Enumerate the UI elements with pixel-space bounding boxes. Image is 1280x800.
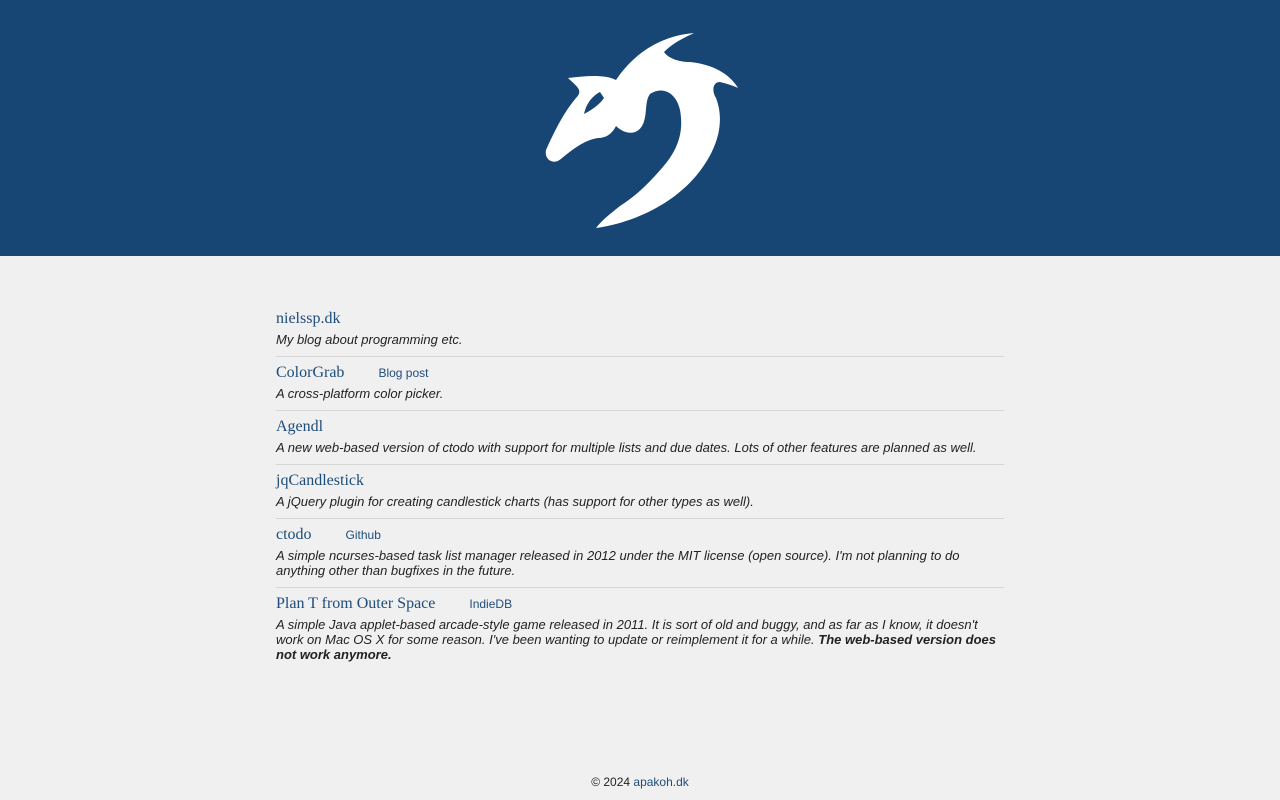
indiedb-link[interactable]: IndieDB (469, 597, 513, 611)
footer (0, 775, 1280, 789)
project-description (276, 617, 1004, 662)
project-item (276, 357, 1004, 411)
project-item (276, 519, 1004, 588)
github-link[interactable]: Github (345, 528, 381, 542)
project-item (276, 588, 1004, 671)
project-description-text: A simple Java applet-based arcade-style game released in 2011. It is sort of old and buggy, and as far as I know, it doesn't work on Mac OS X for some reason. I've been wanting to update or reimplement it for a while. (276, 617, 978, 647)
project-description: A cross-platform color picker. (276, 386, 444, 401)
dragon-head-icon (540, 28, 740, 228)
project-description: A simple ncurses-based task list manager released in 2012 under the MIT license (open source). I'm not planning to do anything other than bugfixes in the future. (276, 548, 960, 578)
project-item (276, 303, 1004, 357)
header-banner (0, 0, 1280, 256)
project-title-link[interactable]: ctodo (276, 526, 312, 543)
project-title-link[interactable]: ColorGrab (276, 364, 345, 381)
project-title-link[interactable]: Agendl (276, 418, 324, 435)
project-title-link[interactable]: Plan T from Outer Space (276, 595, 436, 612)
site-link[interactable]: apakoh.dk (633, 775, 689, 789)
project-title-link[interactable]: nielssp.dk (276, 310, 341, 327)
project-title-link[interactable]: jqCandlestick (276, 472, 364, 489)
project-description: A jQuery plugin for creating candlestick charts (has support for other types as well). (276, 494, 754, 509)
project-description: A new web-based version of ctodo with support for multiple lists and due dates. Lots of other features are planned as well. (276, 440, 977, 455)
project-description: My blog about programming etc. (276, 332, 463, 347)
project-item (276, 465, 1004, 519)
project-list (276, 256, 1004, 671)
blog-post-link[interactable]: Blog post (378, 366, 429, 380)
project-item (276, 411, 1004, 465)
copyright-text: © 2024 (591, 775, 631, 789)
project-description-bold: The web-based version does not work anymore. (276, 632, 996, 662)
